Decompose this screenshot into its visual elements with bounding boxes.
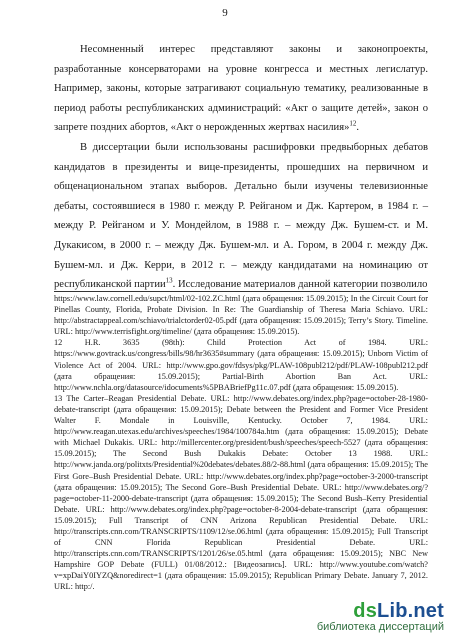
- footnote-13: 13 The Carter–Reagan Presidential Debate. URL: http://www.debates.org/index.php?page=october-28-1980-debate-transcript (дата обращения: 15.09.2015); Debate between the President and Former Vice President Walter F. Mondale in Louisville, Kentucky. October 7, 1984. URL: http://www.reagan.utexas.edu/archives/speeches/1984/100784a.htm (дата обращения: 15.09.2015); Debate with Michael Dukakis. URL: http://millercenter.org/president/bush/speeches/speech-5527 (дата обращения: 15.09.2015); The Second Bush Dukakis Debate: October 13 1988. URL: http://www.janda.org/politxts/Presidential%20debates/debates.88/2-88.html (дата обращения: 15.09.2015); The First Gore–Bush Presidential Debate. URL: http://www.debates.org/index.php?page=october-3-2000-transcript (дата обращения: 15.09.2015); The Second Gore–Bush Presidential Debate. URL: http://www.debates.org/?page=october-11-2000-debate-transcript (дата обращения: 15.09.2015); The Second Bush–Kerry Presidential Debate. URL: http://www.debates.org/index.php?page=october-8-2004-debate-transcript (дата обращения: 15.09.2015); Full Transcript of CNN Arizona Republican Presidential Debate. URL: http://transcripts.cnn.com/TRANSCRIPTS/1109/12/se.06.html (дата обращения: 15.09.2015); Full Transcript of CNN Florida Republican Presidential Debate. URL: http://transcripts.cnn.com/TRANSCRIPTS/1201/26/se.05.html (дата обращения: 15.09.2015); NBC New Hampshire GOP Debate (FULL) 01/08/2012.: [Видеозапись]. URL: http://www.youtube.com/watch?v=xpDaiY0IYZQ&noredirect=1 (дата обращения: 15.09.2015); Republican Primary Debate. January 7, 2012. URL: http:/.: [54, 393, 428, 592]
- paragraph-2: [54, 138, 428, 295]
- footnote-continued: https://www.law.cornell.edu/supct/html/02-102.ZC.html (дата обращения: 15.09.2015); In the Circuit Court for Pinellas County, Florida, Probate Division. In Re: The Guardianship of Theresa Maria Schiavo. URL: http://abstractappeal.com/schiavo/trialctorder02-05.pdf (дата обращения: 15.09.2015); Terry’s Story. Timeline. URL: http://www.terrisfight.org/timeline/ (дата обращения: 15.09.2015).: [54, 294, 428, 337]
- footnote-ref-13[interactable]: 13: [165, 276, 173, 285]
- dslib-logo: [317, 600, 444, 623]
- footnotes: [54, 293, 428, 593]
- logo-rest: Lib.net: [377, 600, 444, 622]
- paragraph-1-text: Несомненный интерес представляют законы и законопроекты, разработанные консерваторами на уровне конгресса и местных легислатур. Например, законы, которые затрагивают социальную тематику, реализованные в период работы республиканских администраций: «Акт о защите детей», закон о запрете поздних абортов, «Акт о нерожденных жертвах насилия»: [54, 44, 428, 134]
- watermark-caption: библиотека диссертаций: [316, 621, 444, 633]
- page-number: 9: [222, 7, 228, 19]
- watermark: [317, 600, 444, 633]
- footnote-separator: [54, 291, 428, 292]
- main-text: [54, 40, 428, 295]
- logo-prefix: ds: [353, 600, 378, 622]
- footnote-ref-12[interactable]: 12: [349, 119, 357, 128]
- paragraph-1-tail: .: [356, 122, 360, 134]
- paragraph-2-text: В диссертации были использованы расшифровки предвыборных дебатов кандидатов в президенты и вице-президенты, прошедших на первичном и общенациональном этапах выборов. Детально были изучены телевизионные дебаты, состоявшиеся в 1980 г. между Р. Рейганом и Дж. Картером, в 1984 г. – между Р. Рейганом и У. Мондейлом, в 1988 г. – между Дж. Бушем-ст. и М. Дукакисом, в 2000 г. – между Дж. Бушем-мл. и А. Гором, в 2004 г. между Дж. Бушем-мл. и Дж. Керри, в 2012 г. – между кандидатами на номинацию от республиканской партии: [54, 141, 428, 291]
- footnote-12: 12 H.R. 3635 (98th): Child Protection Act of 1984. URL: https://www.govtrack.us/congress/bills/98/hr3635#summary (дата обращения: 15.09.2015); Unborn Victim of Violence Act of 2004. URL: http://www.gpo.gov/fdsys/pkg/PLAW-108publ212/pdf/PLAW-108publ212.pdf (дата обращения: 15.09.2015); Partial-Birth Abortion Ban Act. URL: http://www.nchla.org/datasource/idocuments%5PBABriefPg11c.07.pdf (дата обращения: 15.09.2015).: [54, 338, 428, 392]
- paragraph-1: [54, 40, 428, 138]
- paragraph-2-tail: . Исследование материалов данной категории позволило: [172, 279, 428, 291]
